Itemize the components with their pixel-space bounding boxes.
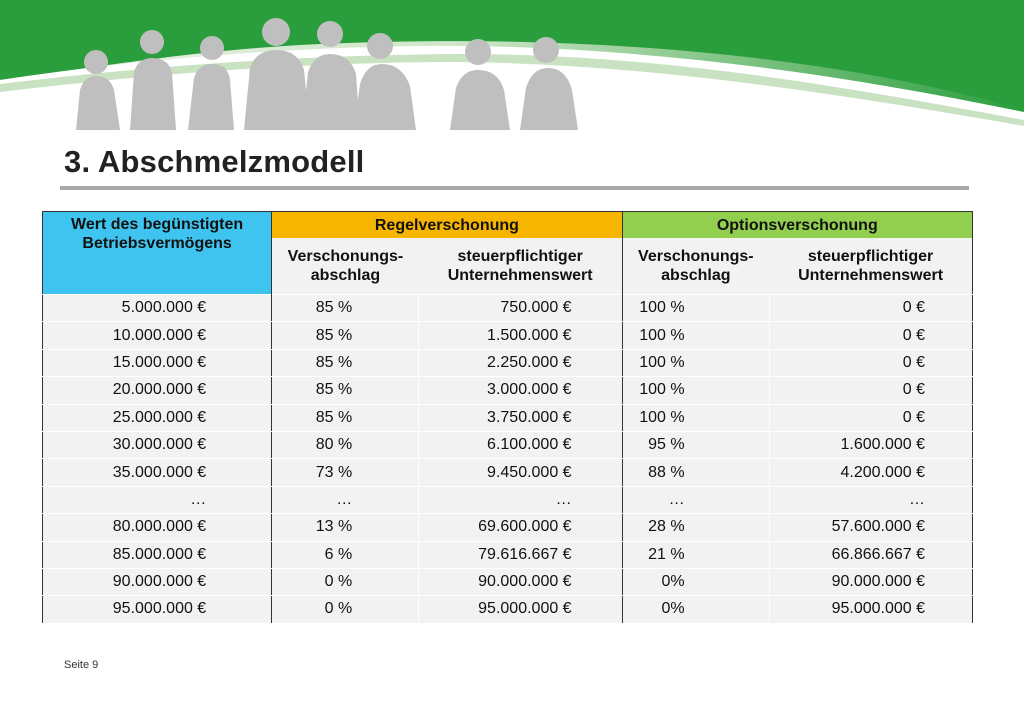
cell-option-unternehmenswert: 0 € [769, 322, 972, 349]
cell-regel-abschlag: 13 % [272, 514, 419, 541]
cell-regel-abschlag: 6 % [272, 541, 419, 568]
table-row [43, 541, 973, 568]
cell-regel-abschlag: 0 % [272, 568, 419, 595]
cell-betriebsvermoegen: 20.000.000 € [43, 377, 272, 404]
cell-option-abschlag: 0% [622, 596, 769, 623]
cell-regel-unternehmenswert: 90.000.000 € [419, 568, 622, 595]
cell-option-abschlag: 21 % [622, 541, 769, 568]
cell-regel-abschlag: 85 % [272, 377, 419, 404]
table-row [43, 431, 973, 458]
sub-header-regel-unternehmenswert: steuerpflichtiger Unternehmenswert [419, 238, 622, 295]
cell-betriebsvermoegen: 85.000.000 € [43, 541, 272, 568]
table-body [43, 295, 973, 624]
table-row [43, 377, 973, 404]
table-row [43, 404, 973, 431]
cell-betriebsvermoegen: 90.000.000 € [43, 568, 272, 595]
cell-option-unternehmenswert: … [769, 486, 972, 513]
cell-option-unternehmenswert: 0 € [769, 349, 972, 376]
cell-option-unternehmenswert: 1.600.000 € [769, 431, 972, 458]
table-row [43, 568, 973, 595]
cell-option-unternehmenswert: 66.866.667 € [769, 541, 972, 568]
cell-option-abschlag: 100 % [622, 404, 769, 431]
cell-option-abschlag: 100 % [622, 377, 769, 404]
table-row [43, 349, 973, 376]
table-row [43, 514, 973, 541]
cell-betriebsvermoegen: 80.000.000 € [43, 514, 272, 541]
cell-option-unternehmenswert: 0 € [769, 295, 972, 322]
cell-option-abschlag: 100 % [622, 295, 769, 322]
table-row [43, 486, 973, 513]
table-row [43, 459, 973, 486]
cell-betriebsvermoegen: 30.000.000 € [43, 431, 272, 458]
cell-regel-abschlag: 80 % [272, 431, 419, 458]
cell-regel-abschlag: 85 % [272, 349, 419, 376]
slide-title: 3. Abschmelzmodell [64, 144, 365, 179]
col-header-betriebsvermoegen: Wert des begünstigten Betriebsvermögens [43, 212, 272, 295]
table-row [43, 322, 973, 349]
cell-option-unternehmenswert: 0 € [769, 404, 972, 431]
cell-betriebsvermoegen: 10.000.000 € [43, 322, 272, 349]
cell-regel-unternehmenswert: 69.600.000 € [419, 514, 622, 541]
cell-regel-unternehmenswert: 6.100.000 € [419, 431, 622, 458]
cell-option-unternehmenswert: 95.000.000 € [769, 596, 972, 623]
cell-regel-unternehmenswert: 750.000 € [419, 295, 622, 322]
table-row [43, 596, 973, 623]
cell-betriebsvermoegen: 35.000.000 € [43, 459, 272, 486]
cell-regel-unternehmenswert: 9.450.000 € [419, 459, 622, 486]
sub-header-regel-abschlag: Verschonungs-abschlag [272, 238, 419, 295]
cell-option-abschlag: … [622, 486, 769, 513]
cell-option-abschlag: 28 % [622, 514, 769, 541]
cell-regel-unternehmenswert: 2.250.000 € [419, 349, 622, 376]
cell-regel-unternehmenswert: … [419, 486, 622, 513]
page-number: Seite 9 [64, 659, 99, 671]
cell-option-unternehmenswert: 0 € [769, 377, 972, 404]
cell-option-unternehmenswert: 4.200.000 € [769, 459, 972, 486]
cell-regel-unternehmenswert: 1.500.000 € [419, 322, 622, 349]
cell-regel-abschlag: 85 % [272, 404, 419, 431]
cell-regel-abschlag: … [272, 486, 419, 513]
cell-regel-unternehmenswert: 3.750.000 € [419, 404, 622, 431]
cell-betriebsvermoegen: 95.000.000 € [43, 596, 272, 623]
cell-option-unternehmenswert: 57.600.000 € [769, 514, 972, 541]
cell-regel-unternehmenswert: 95.000.000 € [419, 596, 622, 623]
cell-regel-abschlag: 0 % [272, 596, 419, 623]
cell-option-abschlag: 100 % [622, 322, 769, 349]
cell-regel-abschlag: 85 % [272, 322, 419, 349]
sub-header-option-unternehmenswert: steuerpflichtiger Unternehmenswert [769, 238, 972, 295]
cell-option-abschlag: 0% [622, 568, 769, 595]
title-divider [60, 186, 969, 190]
people-silhouettes-illustration [0, 0, 1024, 130]
cell-regel-abschlag: 85 % [272, 295, 419, 322]
cell-regel-unternehmenswert: 3.000.000 € [419, 377, 622, 404]
abschmelzmodell-table [42, 211, 973, 624]
cell-betriebsvermoegen: 15.000.000 € [43, 349, 272, 376]
cell-option-abschlag: 88 % [622, 459, 769, 486]
group-header-regelverschonung: Regelverschonung [272, 212, 622, 239]
cell-betriebsvermoegen: 25.000.000 € [43, 404, 272, 431]
table-row [43, 295, 973, 322]
sub-header-option-abschlag: Verschonungs-abschlag [622, 238, 769, 295]
cell-regel-abschlag: 73 % [272, 459, 419, 486]
cell-betriebsvermoegen: … [43, 486, 272, 513]
cell-option-abschlag: 100 % [622, 349, 769, 376]
header-banner [0, 0, 1024, 130]
cell-regel-unternehmenswert: 79.616.667 € [419, 541, 622, 568]
cell-option-abschlag: 95 % [622, 431, 769, 458]
group-header-optionsverschonung: Optionsverschonung [622, 212, 972, 239]
cell-option-unternehmenswert: 90.000.000 € [769, 568, 972, 595]
cell-betriebsvermoegen: 5.000.000 € [43, 295, 272, 322]
